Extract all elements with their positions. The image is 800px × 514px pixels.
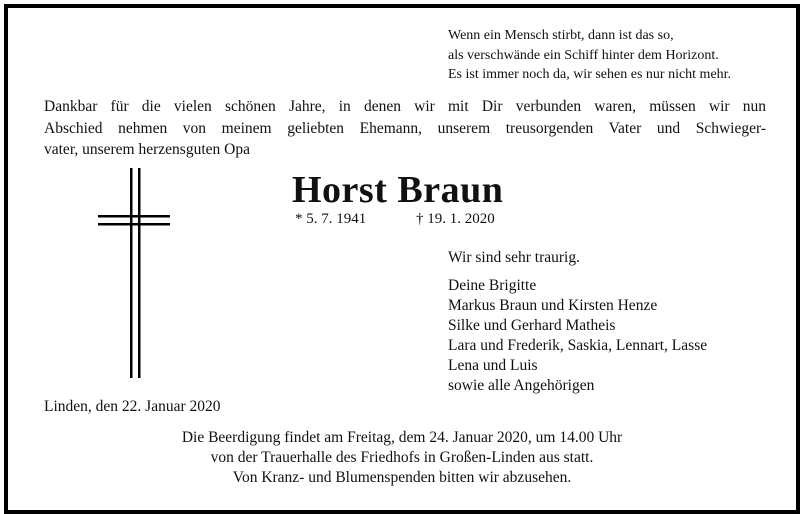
mourner-name: Markus Braun und Kirsten Henze — [448, 297, 658, 314]
intro-line: vater, unserem herzensguten Opa — [44, 141, 250, 158]
birth-date: * 5. 7. 1941 — [295, 211, 367, 227]
funeral-line: Die Beerdigung findet am Freitag, dem 24. Januar 2020, um 14.00 Uhr — [181, 429, 623, 446]
obituary-notice — [4, 4, 800, 514]
mourner-name: Lena und Luis — [448, 357, 538, 374]
mourners-sentence: Wir sind sehr traurig. — [448, 249, 580, 266]
deceased-name: Horst Braun — [292, 169, 504, 211]
funeral-info — [8, 428, 796, 488]
quote-line: Wenn ein Mensch stirbt, dann ist das so, — [448, 28, 674, 43]
mourner-name: Silke und Gerhard Matheis — [448, 317, 616, 334]
mourner-name: Deine Brigitte — [448, 277, 537, 294]
funeral-line: Von Kranz- und Blumenspenden bitten wir abzusehen. — [232, 469, 572, 486]
mourner-name: Lara und Frederik, Saskia, Lennart, Lasse — [448, 337, 708, 354]
double-line-cross-icon — [98, 168, 170, 383]
intro-line: Dankbar für die vielen schönen Jahre, in denen wir mit Dir verbunden waren, müssen wir nun — [44, 98, 766, 115]
quote-block — [448, 26, 731, 85]
intro-line: Abschied nehmen von meinem geliebten Ehemann, unserem treusorgenden Vater und Schwieger- — [44, 119, 766, 137]
quote-line: als verschwände ein Schiff hinter dem Horizont. — [448, 47, 719, 63]
intro-text — [44, 96, 766, 161]
place-date: Linden, den 22. Januar 2020 — [44, 398, 221, 415]
mourner-name: sowie alle Angehörigen — [448, 377, 595, 394]
quote-line: Es ist immer noch da, wir sehen es nur nicht mehr. — [448, 67, 732, 82]
death-date: † 19. 1. 2020 — [416, 211, 495, 227]
funeral-line: von der Trauerhalle des Friedhofs in Großen-Linden aus statt. — [210, 449, 594, 466]
mourners-block — [448, 248, 707, 396]
